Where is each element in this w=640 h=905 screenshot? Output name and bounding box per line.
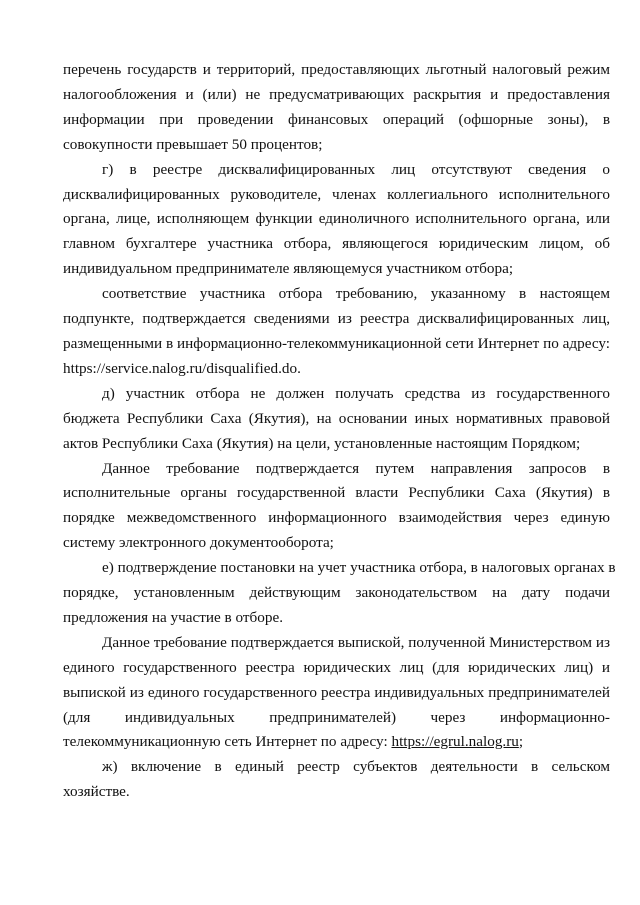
paragraph-requirement-extract: [63, 631, 610, 756]
paragraph-disqualified-registry: [63, 282, 610, 382]
text-fragment: телекоммуникационную сеть Интернет по адресу:: [63, 733, 392, 751]
text-line: исполнительные органы государственной власти Республики Саха (Якутия) в: [63, 484, 610, 502]
text-line: предложения на участие в отборе.: [63, 608, 283, 626]
text-line: перечень государств и территорий, предоставляющих льготный налоговый режим: [63, 61, 610, 78]
text-line: актов Республики Саха (Якутия) на цели, установленные настоящим Порядком;: [63, 434, 581, 452]
text-line: органа, лице, исполняющем функции единоличного исполнительного органа, или: [63, 210, 610, 228]
text-line: Данное требование подтверждается выпиской, полученной Министерством из: [102, 633, 610, 651]
text-fragment: ;: [518, 733, 524, 751]
text-line: налогообложения и (или) не предусматривающих раскрытия и предоставления: [63, 85, 610, 103]
text-line: г) в реестре дисквалифицированных лиц отсутствуют сведения о: [102, 160, 610, 178]
document-body: [63, 58, 616, 805]
text-line: порядке, установленным действующим законодательством на дату подачи: [63, 584, 610, 602]
text-line: совокупности превышает 50 процентов;: [63, 135, 323, 153]
text-line: [63, 730, 610, 755]
text-line: е) подтверждение постановки на учет участника отбора, в налоговых органах в: [102, 559, 616, 577]
paragraph-item-e: [63, 556, 616, 631]
text-line: главном бухгалтере участника отбора, являющегося юридическим лицом, об: [63, 235, 610, 253]
text-line: размещенными в информационно-телекоммуникационной сети Интернет по адресу:: [63, 334, 610, 352]
text-line: дисквалифицированных руководителе, членах коллегиального исполнительного: [63, 185, 610, 203]
text-line: порядке межведомственного информационного взаимодействия через единую: [63, 509, 610, 527]
paragraph-offshore: [63, 58, 610, 158]
egrul-link[interactable]: https://egrul.nalog.ru: [391, 733, 519, 751]
text-line: ж) включение в единый реестр субъектов деятельности в сельском: [102, 758, 610, 776]
paragraph-item-d: [63, 382, 610, 457]
paragraph-requirement-requests: [63, 457, 610, 557]
text-line: единого государственного реестра юридических лиц (для юридических лиц) и: [63, 658, 610, 676]
text-line: подпункте, подтверждается сведениями из реестра дисквалифицированных лиц,: [63, 310, 610, 328]
text-line: информации при проведении финансовых операций (офшорные зоны), в: [63, 110, 610, 128]
text-line: Данное требование подтверждается путем направления запросов в: [102, 459, 610, 477]
text-line: (для индивидуальных предпринимателей) через информационно-: [63, 708, 610, 726]
paragraph-item-zh: [63, 755, 610, 805]
text-line: д) участник отбора не должен получать средства из государственного: [102, 384, 610, 402]
text-line: хозяйстве.: [63, 783, 130, 801]
text-line: систему электронного документооборота;: [63, 534, 334, 552]
text-line: индивидуальном предпринимателе являющемуся участником отбора;: [63, 260, 514, 278]
paragraph-item-g: [63, 158, 610, 283]
text-line: соответствие участника отбора требованию, указанному в настоящем: [102, 285, 610, 303]
text-line: выпиской из единого государственного реестра индивидуальных предпринимателей: [63, 683, 610, 701]
text-line: https://service.nalog.ru/disqualified.do.: [63, 359, 301, 377]
text-line: бюджета Республики Саха (Якутия), на основании иных нормативных правовой: [63, 409, 610, 427]
